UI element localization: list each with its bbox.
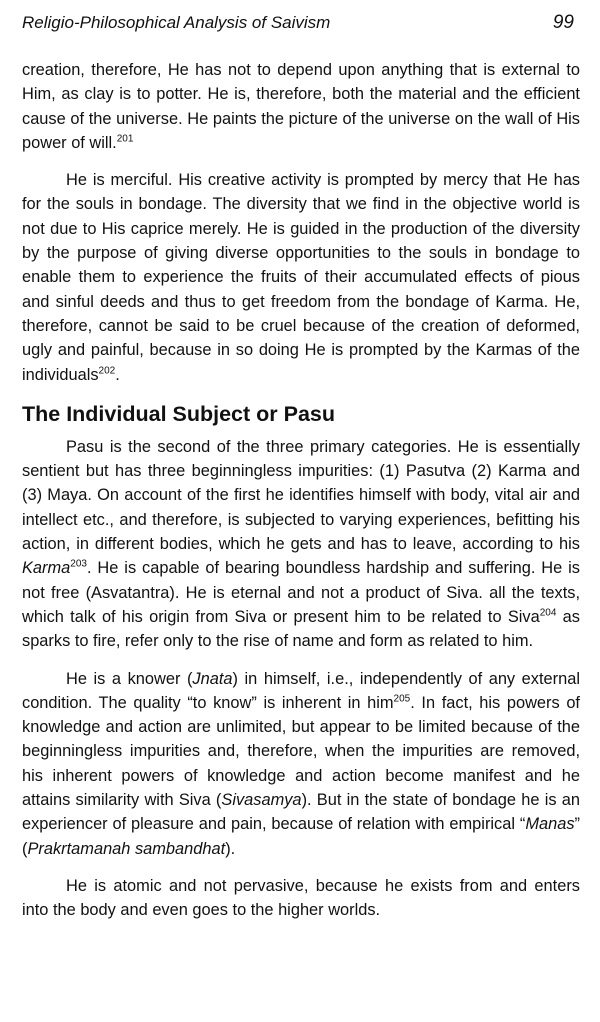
footnote-ref: 202 bbox=[98, 365, 116, 377]
section-heading: The Individual Subject or Pasu bbox=[22, 401, 335, 426]
footnote-ref: 205 bbox=[393, 693, 411, 705]
paragraph-2: He is merciful. His creative activity is prompted by mercy that He has for the souls in bondage. The diversity that we find in the objective world is not due to His caprice merely. He is guided in the production of the diversity by the purpose of giving diverse opportunities to the souls in bondage to enable them to experience the fruits of their accumulated effects of pious and sinful deeds and thus to get freedom from the bondage of Karma. He, therefore, cannot be said to be cruel because of the creation of deformed, ugly and painful, because in so doing He is prompted by the Karmas of the individuals$^{202}$. bbox=[22, 171, 580, 384]
running-title: Religio-Philosophical Analysis of Saivism bbox=[22, 13, 331, 32]
paragraph-1: creation, therefore, He has not to depend upon anything that is external to Him, as clay is to potter. He is, therefore, both the material and the efficient cause of the universe. He paints the picture of the universe on the wall of His power of will.$^{201}$ bbox=[22, 61, 580, 152]
footnote-ref: 203 bbox=[70, 558, 87, 570]
paragraph-5: He is atomic and not pervasive, because he exists from and enters into the body and even goes to the higher worlds. bbox=[22, 876, 580, 920]
page-body bbox=[22, 58, 580, 923]
page-number: 99 bbox=[552, 12, 574, 33]
footnote-ref: 201 bbox=[116, 133, 134, 145]
paragraph-3: Pasu is the second of the three primary categories. He is essentially sentient but has three beginningless impurities: (1) Pasutva (2) Karma and (3) Maya. On account of the first he identifies himself with body, vital air and intellect etc., and therefore, is subjected to varying experiences, befitting his action, in different bodies, which he gets and has to leave, according to his Karma$^{203}$. He is capable of bearing boundless hardship and suffering. He is not free (Asvatantra). He is eternal and not a product of Siva. all the texts, which talk of his origin from Siva or present him to be related to Siva$^{204}$ as sparks to fire, refer only to the rise of name and form as related to him. bbox=[22, 437, 580, 651]
footnote-ref: 204 bbox=[539, 607, 557, 619]
running-header bbox=[22, 12, 574, 34]
paragraph-4: He is a knower (Jnata) in himself, i.e., independently of any external condition. The quality “to know” is inherent in him$^{205}$. In fact, his powers of knowledge and action are unlimited, but appear to be limited because of the beginningless impurities and, therefore, when the impurities are removed, his inherent powers of knowledge and action become manifest and he attains similarity with Siva (Sivasamya). But in the state of bondage he is an experiencer of pleasure and pain, because of relation with empirical “Manas” (Prakrtamanah sambandhat). bbox=[22, 669, 580, 858]
